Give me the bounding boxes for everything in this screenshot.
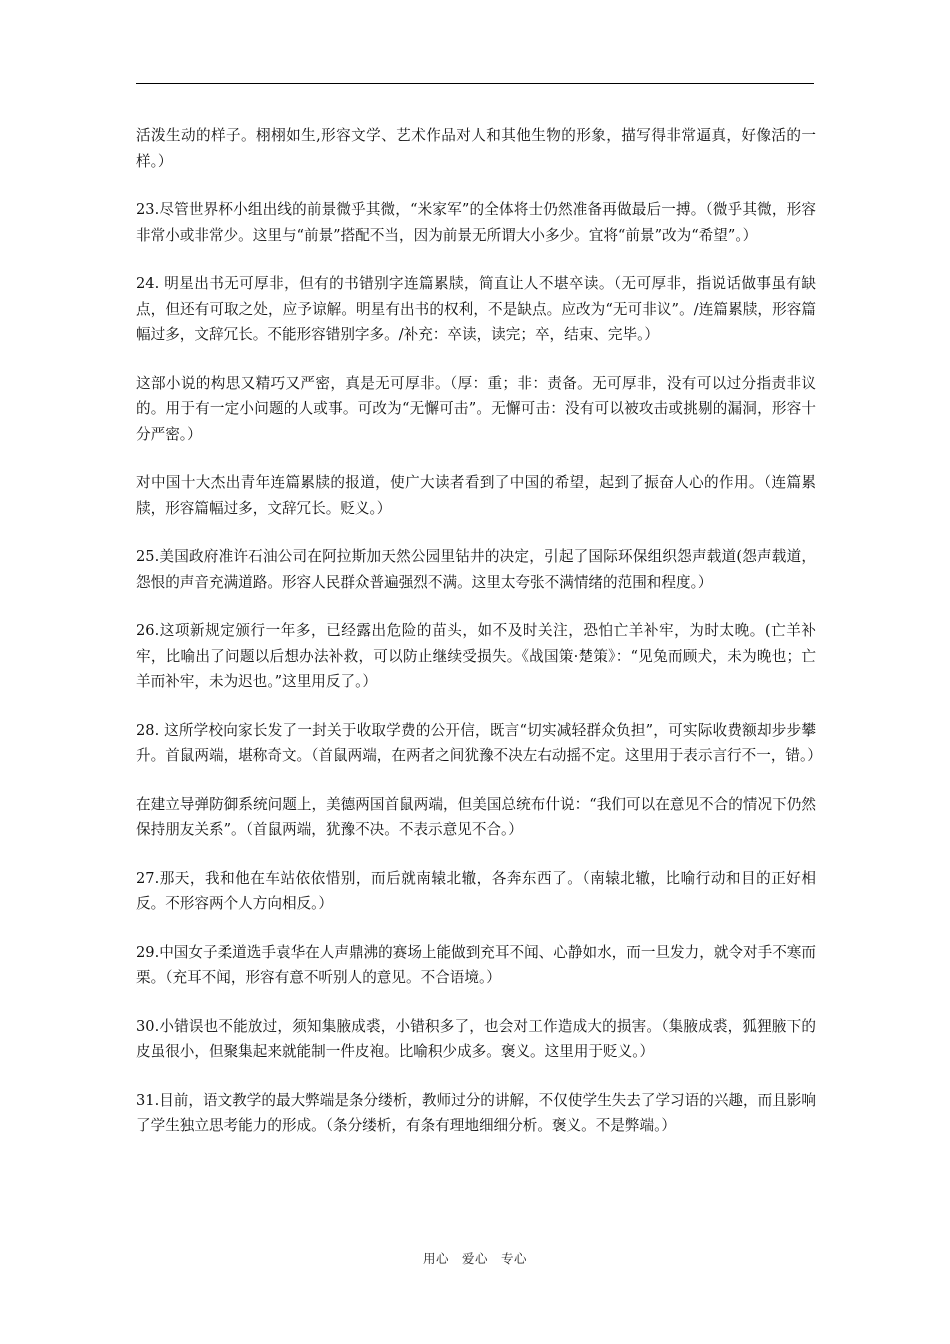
document-body <box>136 123 822 1162</box>
paragraph: 24. 明星出书无可厚非，但有的书错别字连篇累牍，简直让人不堪卒读。（无可厚非，指说话做事虽有缺点，但还有可取之处，应予谅解。明星有出书的权利，不是缺点。应改为“无可非议”。/连篇累牍，形容篇幅过多，文辞冗长。不能形容错别字多。/补充：卒读，读完；卒，结束、完毕。） <box>136 275 816 343</box>
paragraph: 在建立导弹防御系统问题上，美德两国首鼠两端，但美国总统布什说：“我们可以在意见不合的情况下仍然保持朋友关系”。（首鼠两端，犹豫不决。不表示意见不合。） <box>136 795 816 838</box>
paragraph: 28. 这所学校向家长发了一封关于收取学费的公开信，既言“切实减轻群众负担”，可实际收费额却步步攀升。首鼠两端，堪称奇文。（首鼠两端，在两者之间犹豫不决左右动摇不定。这里用于表示言行不一，错。） <box>136 721 822 764</box>
paragraph: 31.目前，语文教学的最大弊端是条分缕析，教师过分的讲解，不仅使学生失去了学习语的兴趣，而且影响了学生独立思考能力的形成。（条分缕析，有条有理地细细分析。褒义。不是弊端。） <box>136 1091 816 1134</box>
paragraph: 活泼生动的样子。栩栩如生,形容文学、艺术作品对人和其他生物的形象，描写得非常逼真，好像活的一样。） <box>136 127 816 170</box>
paragraph: 25.美国政府准许石油公司在阿拉斯加天然公园里钻井的决定，引起了国际环保组织怨声载道(怨声载道，怨恨的声音充满道路。形容人民群众普遍强烈不满。这里太夸张不满情绪的范围和程度。） <box>136 548 816 591</box>
paragraph: 29.中国女子柔道选手袁华在人声鼎沸的赛场上能做到充耳不闻、心静如水，而一旦发力，就令对手不寒而栗。（充耳不闻，形容有意不听别人的意见。不合语境。） <box>136 943 816 986</box>
paragraph: 对中国十大杰出青年连篇累牍的报道，使广大读者看到了中国的希望，起到了振奋人心的作用。（连篇累牍，形容篇幅过多，文辞冗长。贬义。） <box>136 474 816 517</box>
header-rule <box>136 83 814 84</box>
page-footer: 用心 爱心 专心 <box>422 1251 527 1266</box>
paragraph: 30.小错误也不能放过，须知集腋成裘，小错积多了，也会对工作造成大的损害。（集腋成裘，狐狸腋下的皮虽很小，但聚集起来就能制一件皮袍。比喻积少成多。褒义。这里用于贬义。） <box>136 1017 816 1060</box>
paragraph: 26.这项新规定颁行一年多，已经露出危险的苗头，如不及时关注，恐怕亡羊补牢，为时太晚。(亡羊补牢，比喻出了问题以后想办法补救，可以防止继续受损失。《战国策·楚策》：“见兔而顾犬，未为晚也；亡羊而补牢，未为迟也。”这里用反了。） <box>136 622 816 690</box>
paragraph: 这部小说的构思又精巧又严密，真是无可厚非。（厚：重；非：责备。无可厚非，没有可以过分指责非议的。用于有一定小问题的人或事。可改为“无懈可击”。无懈可击：没有可以被攻击或挑剔的漏洞，形容十分严密。） <box>136 374 816 443</box>
paragraph: 27.那天，我和他在车站依依惜别，而后就南辕北辙，各奔东西了。（南辕北辙，比喻行动和目的正好相反。不形容两个人方向相反。） <box>136 869 816 912</box>
paragraph: 23.尽管世界杯小组出线的前景微乎其微，“米家军”的全体将士仍然准备再做最后一搏。（微乎其微，形容非常小或非常少。这里与“前景”搭配不当，因为前景无所谓大小多少。宜将“前景”改为“希望”。） <box>136 201 816 244</box>
